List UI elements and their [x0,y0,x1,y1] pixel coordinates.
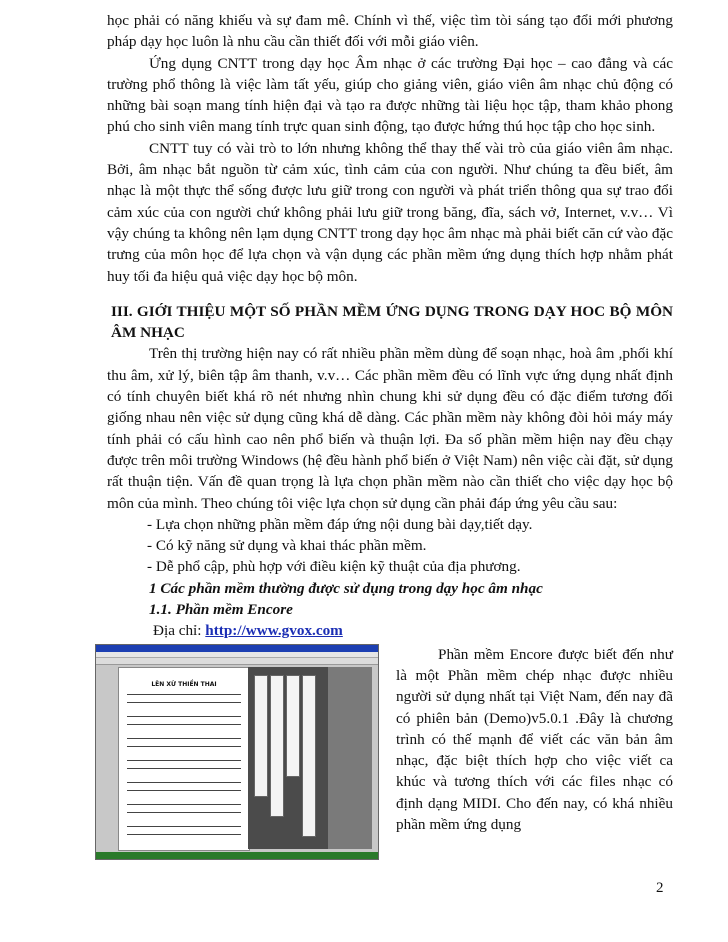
paragraph-3: CNTT tuy có vài trò to lớn nhưng không thể thay thế vài trò của giáo viên âm nhạc. Bởi, âm nhạc bắt nguồn từ cảm xúc, tình cảm của con người. Như chúng ta đều biết, âm nhạc là một thực thể sống được lưu giữ trong con người và phát triển thông qua sự trao đổi cảm xúc của con người chứ không phải lưu giữ trong băng, đĩa, sách vở, Internet, v.v… Vì vậy chúng ta không nên lạm dụng CNTT trong dạy học âm nhạc mà phải biết căn cứ vào đặc trưng của môn học để lựa chọn và vận dụng các phần mềm ứng dụng thích hợp nhằm phát huy tối đa hiệu quả việc dạy học bộ môn. [107,139,673,285]
bullet-item-1: - Lựa chọn những phần mềm đáp ứng nội dung bài dạy,tiết dạy. [147,515,533,533]
section-heading: III. GIỚI THIỆU MỘT SỐ PHẦN MỀM ỨNG DỤNG TRONG DẠY HOC BỘ MÔN ÂM NHẠC [111,302,673,342]
sub-heading-encore: 1.1. Phần mềm Encore [149,601,293,619]
window-titlebar [96,645,378,652]
tool-palette [302,675,316,837]
bullet-item-2: - Có kỹ năng sử dụng và khai thác phần mềm. [147,537,427,555]
paragraph-2: Ứng dụng CNTT trong dạy học Âm nhạc ở các trường Đại học – cao đẳng và các trường phổ thông là việc làm tất yếu, giúp cho giảng viên, giáo viên âm nhạc chủ động có những bài soạn mang tính hiện đại và tạo ra được những tài liệu học tập, tham khảo phong phú cho sinh viên mang tính trực quan sinh động, tạo được hứng thú học tập cho học sinh. [107,54,673,136]
tool-palette [286,675,300,777]
score-sheet [118,667,250,851]
page-number: 2 [656,880,664,896]
encore-description: Phần mềm Encore được biết đến như là một Phần mềm chép nhạc được nhiều người sử dụng nhất tại Việt Nam, đến nay đã có phiên bản (Demo)v5.0.1 .Đây là chương trình có thế mạnh để viết các văn bản âm nhạc, đặc biệt thích hợp cho việc viết ca khúc và tương thích với các files nhạc có định dạng MIDI. Cho đến nay, có khá nhiều phần mềm ứng dụng [396,645,673,833]
address-label: Địa chỉ: [153,622,206,640]
staff-line [127,716,241,725]
bullet-item-3: - Dễ phổ cập, phù hợp với điều kiện kỹ thuật của địa phương. [147,558,521,576]
tool-palette [254,675,268,797]
staff-line [127,804,241,813]
staff-line [127,826,241,835]
staff-line [127,738,241,747]
paragraph-1: học phải có năng khiếu và sự đam mê. Chính vì thế, việc tìm tòi sáng tạo đổi mới phương pháp dạy học luôn là nhu cầu cần thiết đối với mỗi giáo viên. [107,12,673,51]
encore-screenshot [95,644,379,860]
window-toolbar [96,658,378,665]
encore-figure-section [107,644,673,864]
staff-line [127,760,241,769]
sub-heading-software: 1 Các phần mềm thường được sử dụng trong dạy học âm nhạc [149,579,543,597]
address-line [107,620,673,641]
document-page [107,10,673,864]
staff-line [127,694,241,703]
side-workspace [328,667,372,849]
address-link[interactable]: http://www.gvox.com [205,622,343,640]
score-title: LÊN XỪ THIỀN THAI [151,680,217,688]
staff-line [127,782,241,791]
tool-palette [270,675,284,817]
section-paragraph: Trên thị trường hiện nay có rất nhiều phần mềm dùng để soạn nhạc, hoà âm ,phối khí thu âm, xử lý, biên tập âm thanh, v.v… Các phần mềm đều có lĩnh vực ứng dụng nhất định có tính chuyên biết khá rõ nét nhưng nhìn chung khi sử dụng đều có đặc điểm tương đối giống nhau nên việc sử dụng cũng khá dễ dàng. Các phần mềm này không đòi hỏi máy máy tính phải có cấu hình cao nên phổ biến và thuận lợi. Đa số phần mềm hiện nay đều chạy được trên môi trường Windows (hệ đều hành phổ biến ở Việt Nam) nên việc cài đặt, sử dụng rất thuận tiện. Vấn đề quan trọng là lựa chọn phần mềm nào cần thiết cho việc dạy học bộ môn của mình. Theo chúng tôi việc lựa chọn sử dụng cần phải đáp ứng yêu cầu sau: [107,345,673,512]
window-statusbar [96,852,378,859]
